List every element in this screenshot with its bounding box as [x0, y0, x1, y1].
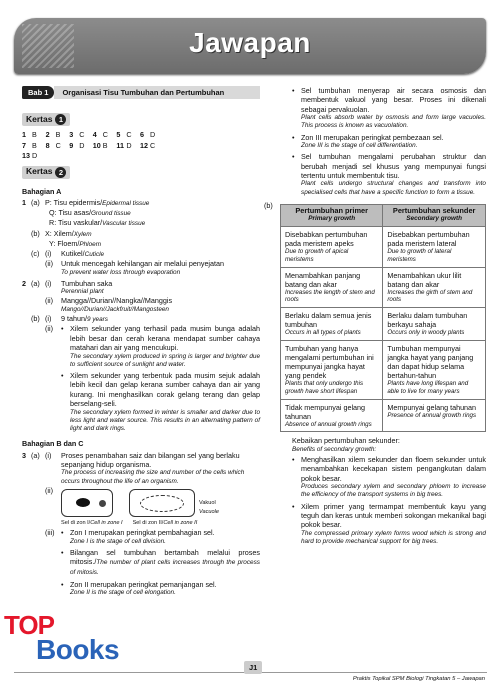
topbooks-logo [0, 608, 146, 670]
table-cell: Disebabkan pertumbuhan pada meristem lateral Due to growth of lateral meristems [383, 227, 486, 268]
paper-number: 2 [55, 167, 66, 178]
cell-diagram: Vakuol Vacuole [61, 489, 260, 517]
table-row [281, 227, 486, 268]
mcq-answer: 8 C [45, 140, 61, 150]
paper-2-heading: Kertas 2 [22, 166, 70, 179]
answer-row [22, 130, 260, 139]
header-primary-growth: Pertumbuhan primer Primary growth [281, 204, 383, 226]
table-cell: Tumbuhan mempunyai jangka hayat yang panjang dan dapat hidup selama bertahun-tahun Plants have long lifespan and able to live for many years [383, 341, 486, 400]
answer-row [22, 151, 260, 160]
header-banner [14, 18, 486, 74]
table-cell: Berlaku dalam semua jenis tumbuhan Occurs in all types of plants [281, 308, 383, 341]
chapter-heading [22, 86, 260, 99]
page-title: Jawapan [189, 27, 311, 58]
table-cell: Mempunyai gelang tahunan Presence of annual growth rings [383, 399, 486, 432]
chapter-tag: Bab 1 [22, 86, 54, 99]
table-row [281, 267, 486, 308]
section-bc-heading: Bahagian B dan C [22, 439, 84, 449]
table-cell: Menambahkan panjang batang dan akar Increases the length of stem and roots [281, 267, 383, 308]
footer-text: Praktis Topikal SPM Biologi Tingkatan 5 – Jawapan [352, 676, 485, 682]
zone-1-cell [61, 489, 113, 517]
table-cell: Tumbuhan yang hanya mengalami pertumbuhan ini mempunyai jangka hayat yang pendek Plants that only undergo this growth have short lifespan [281, 341, 383, 400]
header-secondary-growth: Pertumbuhan sekunder Secondary growth [383, 204, 486, 226]
table-row [281, 308, 486, 341]
mcq-answer: 5 C [116, 130, 132, 140]
table-cell: Tidak mempunyai gelang tahunan Absence of annual growth rings [281, 399, 383, 432]
logo-books-text: Books [36, 634, 120, 665]
table-cell: Disebabkan pertumbuhan pada meristem apeks Due to growth of apical meristems [281, 227, 383, 268]
mcq-answer: 7 B [22, 140, 37, 150]
mcq-answer: 10 B [92, 140, 108, 150]
mcq-answer: 3 C [69, 130, 85, 140]
mcq-answer: 6 D [139, 130, 156, 140]
zone-2-cell [129, 489, 195, 517]
paper-1-heading: Kertas 1 [22, 113, 70, 126]
table-row [281, 399, 486, 432]
logo-top-text: TOP [4, 610, 54, 640]
mcq-answer: 1 B [22, 130, 37, 140]
mcq-answer: 13 D [22, 151, 38, 161]
mcq-answer: 12 C [139, 140, 156, 150]
right-column: • Sel tumbuhan menyerap air secara osmosis dan membentuk vakuol yang besar. Proses ini dikenali sebagai pervakuolan. Plant cells absorb water by osmosis and form large vacuoles. This process is known as vacuolation. • Zon III merupakan peringkat pembezaan sel. Zone III is the stage of cell differentiation. • Sel tumbuhan mengalami perubahan struktur dan berubah menjadi sel khusus yang mempunyai fungsi tertentu untuk membentuk tisu. Plant cells undergo structural changes and transform into specialised cells that have a specific function to form a tissue. (b) Pertumbuhan primer Primary growth Pertumbuhan sekunder Secondary growth Disebabkan pertumbuhan pada meristem apeks Due to growth of apical meristems Disebabkan pertumbuhan pada meristem lateral Due to growth of lateral meristems Menambahkan panjang batang dan akar Increases the length of stem and roots Menambahkan ukur lilit batang dan akar Increases the girth of stem and roots Berlaku dalam semua jenis tumbuhan Occurs in all types of plants Berlaku dalam tumbuhan berkayu sahaja Occurs only in woody plants Tumbuhan yang hanya mengalami pertumbuhan ini mempunyai jangka hayat yang pendek Plants that only undergo this growth have short lifespan Tumbuhan mempunyai jangka hayat yang panjang dan dapat hidup selama bertahun-tahun Plants have long lifespan and able to live for many years Tidak mempunyai gelang tahunan Absence of annual growth rings Mempunyai gelang tahunan Presence of annual growth rings Kebaikan pertumbuhan sekunder: Benefits of secondary growth: • Menghasilkan xilem sekunder dan floem sekunder untuk menambahkan kecekapan sistem pengangkutan dalam pokok besar. Produces secondary xylem and secondary phloem to increase the efficiency of the transport systems in big trees. • Xilem primer yang termampat membentuk kayu yang teguh dan keras untuk memberi sokongan mekanikal bagi pokok besar. The compressed primary xylem forms wood which is strong and hard to provide mechanical support for big trees. [264, 86, 486, 546]
benefits-heading: Kebaikan pertumbuhan sekunder: [292, 436, 400, 446]
paper-number: 1 [55, 114, 66, 125]
growth-comparison-table [280, 204, 486, 433]
answer-row [22, 141, 260, 150]
mcq-answer: 2 B [45, 130, 61, 140]
mcq-answer: 4 C [92, 130, 108, 140]
question-3: 3 (a) (i) Proses penambahan saiz dan bilangan sel yang berlaku sepanjang hidup organisma. The process of increasing the size and number of the cells which occurs throughout the life of an organism. [22, 450, 245, 485]
mcq-answers [22, 130, 260, 160]
mcq-answer: 11 D [116, 140, 132, 150]
table-cell: Menambahkan ukur lilit batang dan akar Increases the girth of stem and roots [383, 267, 486, 308]
table-cell: Berlaku dalam tumbuhan berkayu sahaja Occurs only in woody plants [383, 308, 486, 341]
question-2: 2 (a) (i) Tumbuhan saka Perennial plant [22, 278, 113, 296]
page-number: J1 [244, 661, 262, 674]
question-1: 1 (a) P: Tisu epidermis/Epidermal tissue Q: Tisu asas/Ground tissue R: Tisu vaskular/Vascular tissue [22, 198, 150, 228]
chapter-title: Organisasi Tisu Tumbuhan dan Pertumbuhan [54, 86, 260, 99]
table-row [281, 341, 486, 400]
mcq-answer: 9 D [69, 140, 85, 150]
left-column: Bab 1 Organisasi Tisu Tumbuhan dan Pertumbuhan Kertas 1 1 B 2 B 3 C 4 C 5 C 6 D 7 B 8 C 9 D 10 B 11 D 12 C 13 D Kertas 2 Bahagian A 1 (a) P: Tisu epidermis/Epidermal tissue Q: Tisu asas/Ground tissue R: Tisu vaskular/Vascular tissue (b) X: Xilem/Xylem Y: Floem/Phloem (c) (i) Kutikel/Cuticle (ii) Untuk mencegah kehilangan air melalui penyejatan To prevent water loss through evaporation 2 (a) (i) Tumbuhan saka Perennial plant (ii) Mangga//Durian//Nangka//Manggis Mango//Durian//Jackfruit//Mangosteen (b) (i) 9 tahun/9 years (ii) • Xilem sekunder yang terhasil pada musim bunga adalah lebih besar dan cerah kerana mendapat sumber cahaya matahari dan air yang mencukupi. The secondary xylem produced in spring is larger and brighter due to sufficient source of sunlight and water. • Xilem sekunder yang terbentuk pada musim sejuk adalah lebih kecil dan gelap kerana sumber cahaya dan air yang kurang. Ini menghasilkan corak gelang terang dan gelap berselang-seli. The secondary xylem formed in winter is smaller and darker due to less light and water source. This results in an alternating pattern of light and dark rings. Bahagian B dan C 3 (a) (i) Proses penambahan saiz dan bilangan sel yang berlaku sepanjang hidup organisma. The process of increasing the size and number of the cells which occurs throughout the life of an organism. (ii) Vakuol Vacuole Sel di zon I/Cell in zone I Sel di zon II/Cell in zone II (iii) • Zon I merupakan peringkat pembahagian sel. Zone I is the stage of cell division. • Bilangan sel tumbuhan bertambah melalui proses mitosis./The number of plant cells increases through the process of mitosis. • Zon II merupakan peringkat pemanjangan sel. Zone II is the stage of cell elongation. [22, 88, 260, 596]
section-a-heading: Bahagian A [22, 186, 62, 196]
